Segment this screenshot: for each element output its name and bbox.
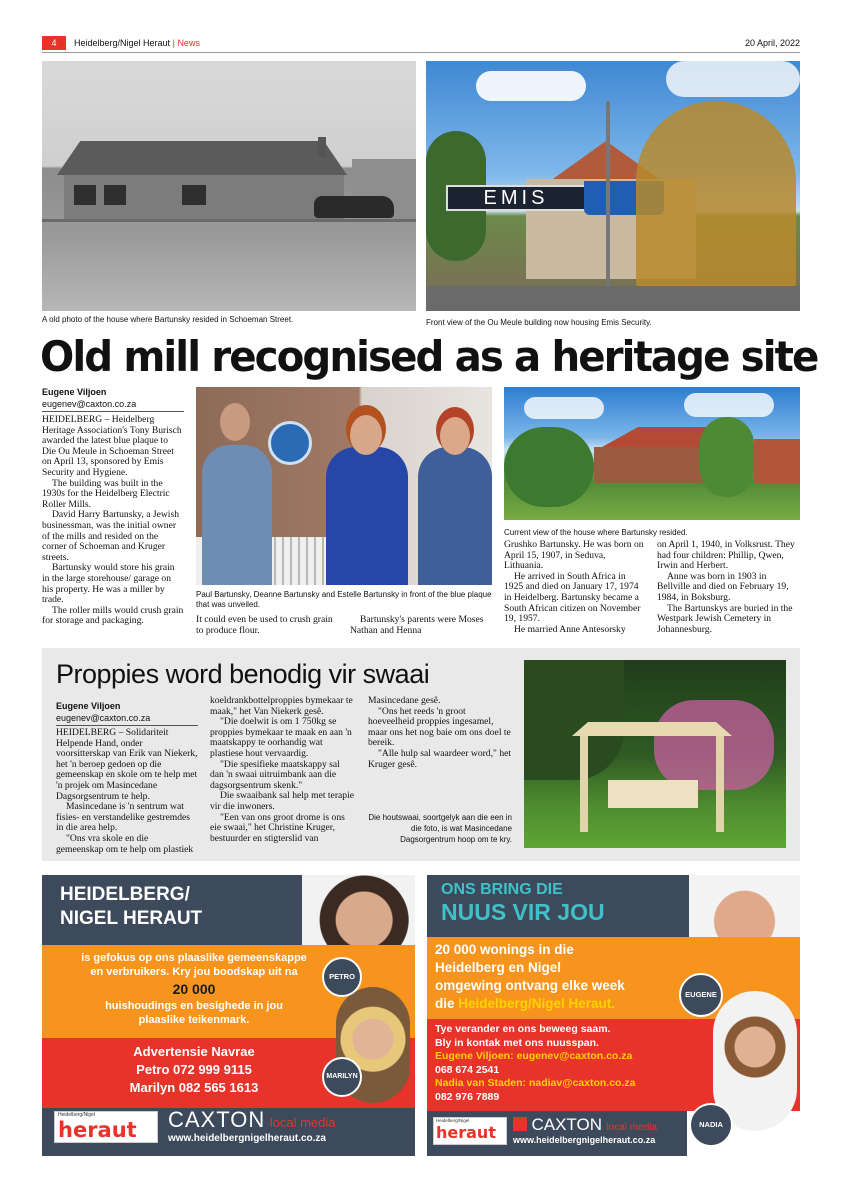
main-article-col5: on April 1, 1940, in Volksrust. They had four children: Phillip, Qwen, Irwin and Herbert. Anne was born in 1903 in Bellville and died on February 19, 1984, in Boksburg. The Bartunskys are buried in the Westpark Jewish Cemetery in Johannesburg. (657, 539, 795, 635)
people-photo (196, 387, 492, 585)
swing-caption: Die houtswaai, soortgelyk aan die een in die foto, is wat Masincedane Dagsorgentrum hoop om te kry. (368, 813, 512, 844)
ad-right-caxton-logo: CAXTON local media (513, 1115, 657, 1135)
current-house-caption: Current view of the house where Bartunsky resided. (504, 528, 688, 537)
swing-byline-rule (56, 725, 198, 726)
people-caption: Paul Bartunsky, Deanne Bartunsky and Estelle Bartunsky in front of the blue plaque that was unveiled. (196, 590, 492, 609)
ad-left-big-number: 20 000 (172, 981, 216, 997)
ad-left-contacts: Advertensie Navrae Petro 072 999 9115 Marilyn 082 565 1613 (129, 1044, 259, 1095)
ad-right-pitch: 20 000 wonings in die Heidelberg en Nigel omgewing ontvang elke week die Heidelberg/Nigel Heraut. (435, 942, 625, 1011)
swing-article-col2: koeldrankbottelproppies bymekaar te maak," het Van Niekerk gesê. "Die doelwit is om 1 750kg se proppies bymekaar te maak en aan 'n maatskappy te oorhandig wat plastiese hout vervaardig. "Die spesifieke maatskappy sal dan 'n swaai uitruimbank aan die dagsorgsentrum skenk." Die swaaibank sal help met terapie vir die inwoners. "Een van ons groot drome is ons eie swaai," het Christine Kruger, bestuurder en stigterslid van (210, 695, 354, 844)
badge-marilyn: MARILYN (322, 1057, 362, 1097)
main-article-col2: It could even be used to crush grain to produce flour. (196, 614, 333, 636)
page-header (42, 36, 800, 50)
garden-swing-photo (524, 660, 786, 848)
front-view-caption: Front view of the Ou Meule building now housing Emis Security. (426, 318, 652, 327)
author-name: Eugene Viljoen (42, 387, 107, 397)
main-article-col4: Grushko Bartunsky. He was born on April 15, 1907, in Seduva, Lithuania. He arrived in South Africa in 1925 and died on January 17, 1974 in Heidelberg. Bartunsky became a South African citizen on November 19, 1957. He married Anne Antesorsky (504, 539, 644, 635)
swing-author-email: eugenev@caxton.co.za (56, 713, 151, 723)
ad-right-contacts: Tye verander en ons beweeg saam. Bly in kontak met ons nuusspan. Eugene Viljoen: eugenev@caxton.co.za 068 674 2541 Nadia van Staden: nadiav@caxton.co.za 082 976 7889 (435, 1023, 636, 1103)
badge-petro: PETRO (322, 957, 362, 997)
swing-article-box (42, 648, 800, 861)
section-name: News (177, 38, 200, 48)
swing-author-name: Eugene Viljoen (56, 701, 121, 711)
badge-eugene: EUGENE (679, 973, 723, 1017)
ad-right (427, 875, 800, 1156)
swing-headline: Proppies word benodig vir swaai (56, 659, 430, 689)
byline-rule (42, 411, 184, 412)
ad-right-title: ONS BRING DIE NUUS VIR JOU (441, 881, 605, 925)
publication-name: Heidelberg/Nigel Heraut | News (74, 38, 200, 48)
emis-sign: EMIS (446, 185, 586, 211)
swing-article-col1: HEIDELBERG – Solidariteit Helpende Hand, onder voorsitterskap van Erik van Niekerk, het 'n beroep gedoen op die gemeenskap en skole om te help met 'n projek om Masincedane Dagsorgsentrum te help. Masincedane is 'n sentrum wat fisies- en verstandelike gestremdes in die area help. "Ons vra skole en die gemeenskap om te help om plastiek (56, 727, 198, 855)
caxton-mark-icon (513, 1117, 527, 1131)
ad-left (42, 875, 415, 1156)
old-house-photo (42, 61, 416, 311)
ad-right-highlight: Heidelberg/Nigel Heraut. (458, 996, 616, 1011)
ad-left-title: HEIDELBERG/ NIGEL HERAUT (60, 884, 203, 929)
ad-left-pitch: is gefokus op ons plaaslike gemeenskappe en verbruikers. Kry jou boodskap uit na 20 000 huishoudings en besighede in jou plaaslike teikenmark. (46, 951, 342, 1027)
swing-article-col3: Masincedane gesê. "Ons het reeds 'n groot hoeveelheid proppies ingesamel, maar ons het nog baie om ons doel te bereik. "Alle hulp sal waardeer word," het Kruger gesê. (368, 695, 512, 770)
page-number: 4 (42, 36, 66, 50)
issue-date: 20 April, 2022 (744, 38, 800, 48)
ad-left-website: www.heidelbergnigelheraut.co.za (168, 1133, 326, 1144)
ad-right-heraut-logo: Heidelberg/Nigel heraut (433, 1117, 507, 1145)
swing-byline (56, 700, 198, 724)
ad-left-heraut-logo: Heidelberg/Nigel heraut (54, 1111, 158, 1143)
header-rule (42, 52, 800, 53)
header-separator: | (172, 38, 175, 48)
main-article-col3: Bartunsky's parents were Moses Nathan and Henna (350, 614, 484, 636)
ad-right-website: www.heidelbergnigelheraut.co.za (513, 1135, 656, 1145)
main-headline: Old mill recognised as a heritage site (40, 332, 818, 381)
main-byline (42, 386, 184, 410)
badge-nadia: NADIA (689, 1103, 733, 1147)
current-house-photo (504, 387, 800, 520)
front-view-photo (426, 61, 800, 311)
old-house-caption: A old photo of the house where Bartunsky resided in Schoeman Street. (42, 315, 294, 324)
author-email: eugenev@caxton.co.za (42, 399, 137, 409)
ad-left-caxton-logo: CAXTON local media (168, 1107, 336, 1132)
main-article-col1: HEIDELBERG – Heidelberg Heritage Association's Tony Burisch awarded the latest blue plaque to Die Ou Meule in Schoeman Street on April 13, sponsored by Emis Security and Hygiene. The building was built in the 1930s for the Heidelberg Electric Roller Mills. David Harry Bartunsky, a Jewish businessman, was the initial owner of the mills and resided on the corner of Schoeman and Kruger streets. Bartunsky would store his grain in the large storehouse/ garage on his property. He was a miller by trade. The roller mills would crush grain for storage and packaging. (42, 414, 184, 627)
